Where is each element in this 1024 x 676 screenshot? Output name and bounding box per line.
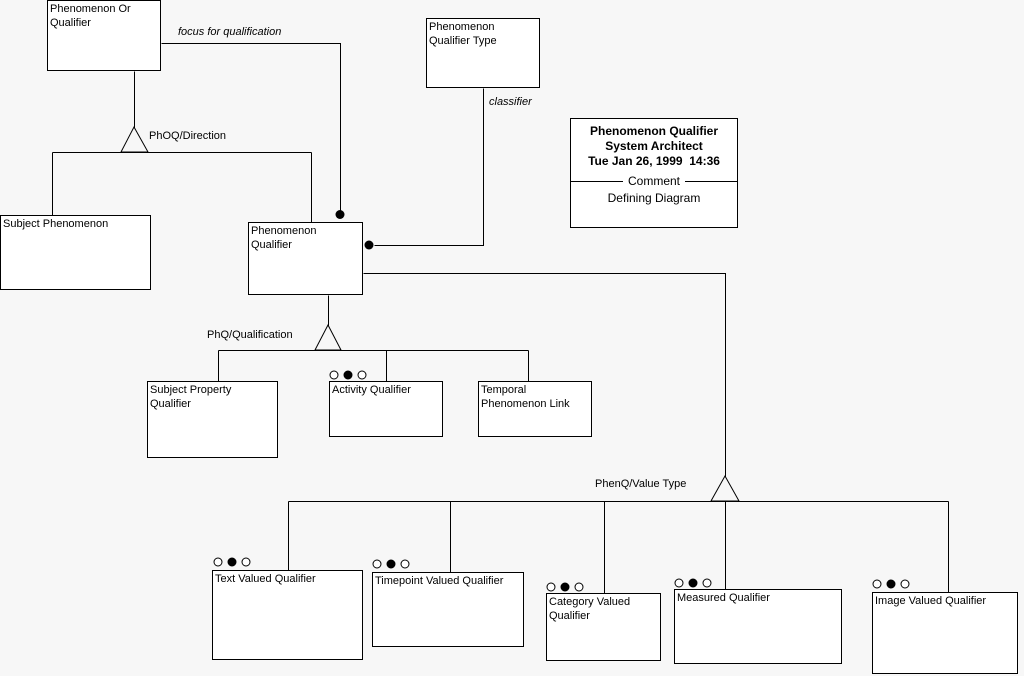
phenq-value-type-triangle-icon [711,476,739,501]
text-valued-qualifier-state-icons [214,558,250,566]
open-circle-icon [401,560,409,568]
relationship-label-phq-qualification: PhQ/Qualification [207,329,293,341]
connector-lines [53,44,949,594]
comment-divider [571,174,737,188]
diagram-comment: Defining Diagram [607,191,701,205]
phenq-value-type-connector [364,274,726,477]
open-circle-icon [547,583,555,591]
diagram-timestamp: Tue Jan 26, 1999 14:36 [588,154,720,168]
entity-image-valued-qualifier[interactable] [872,592,1018,674]
open-circle-icon [703,579,711,587]
classifier-connector [375,89,484,246]
phoq-direction-triangle-icon [121,127,148,152]
aggregation-dot-icon [365,241,374,250]
entity-subject-phenomenon[interactable] [0,215,151,290]
entity-text-valued-qualifier[interactable] [212,570,363,660]
category-valued-qualifier-state-icons [547,583,583,591]
open-circle-icon [242,558,250,566]
comment-divider-label: Comment [628,174,681,188]
timepoint-valued-qualifier-state-icons [373,560,409,568]
divider-rule-left [571,181,623,182]
filled-circle-icon [228,558,236,566]
entity-measured-qualifier[interactable] [674,589,842,664]
entity-label: Subject Property Qualifier [150,384,232,410]
open-circle-icon [675,579,683,587]
entity-phenomenon-qualifier[interactable] [248,222,363,295]
focus-for-qualification-connector [162,44,341,212]
open-circle-icon [575,583,583,591]
filled-circle-icon [344,371,352,379]
entity-label: Image Valued Qualifier [875,595,987,607]
phq-qualification-triangle-icon [315,325,341,350]
open-circle-icon [873,580,881,588]
entity-label: Timepoint Valued Qualifier [375,575,504,587]
entity-label: Activity Qualifier [332,384,411,396]
open-circle-icon [330,371,338,379]
relationship-label-phenq-value-type: PhenQ/Value Type [595,478,687,490]
entity-label: Subject Phenomenon [3,218,109,230]
entity-phenomenon-or-qualifier[interactable] [47,0,161,71]
divider-rule-right [685,181,737,182]
filled-circle-icon [387,560,395,568]
filled-circle-icon [689,579,697,587]
filled-circle-icon [561,583,569,591]
entity-phenomenon-qualifier-type[interactable] [426,18,540,88]
diagram-title-block [570,118,738,228]
entity-label: Phenomenon Qualifier Type [429,21,497,47]
relationship-label-classifier: classifier [489,96,532,108]
relationship-label-phoq-direction: PhOQ/Direction [149,130,227,142]
entity-category-valued-qualifier[interactable] [546,593,661,661]
diagram-tool-name: System Architect [605,139,703,153]
entity-subject-property-qualifier[interactable] [147,381,278,458]
entity-label: Measured Qualifier [677,592,770,604]
image-valued-qualifier-state-icons [873,580,909,588]
measured-qualifier-state-icons [675,579,711,587]
aggregation-dot-icon [336,210,345,219]
activity-qualifier-state-icons [330,371,366,379]
open-circle-icon [373,560,381,568]
entity-label: Phenomenon Or Qualifier [50,3,131,29]
open-circle-icon [358,371,366,379]
entity-temporal-phenomenon-link[interactable] [478,381,592,437]
entity-activity-qualifier[interactable] [329,381,443,437]
diagram-title: Phenomenon Qualifier [589,124,718,138]
filled-circle-icon [887,580,895,588]
open-circle-icon [214,558,222,566]
entity-timepoint-valued-qualifier[interactable] [372,572,524,647]
relationship-label-focus-for-qualification: focus for qualification [178,26,282,38]
entity-label: Text Valued Qualifier [215,573,316,585]
entity-label: Temporal Phenomenon Link [481,384,570,410]
open-circle-icon [901,580,909,588]
entity-label: Phenomenon Qualifier [251,225,317,251]
entity-label: Category Valued Qualifier [549,596,631,622]
